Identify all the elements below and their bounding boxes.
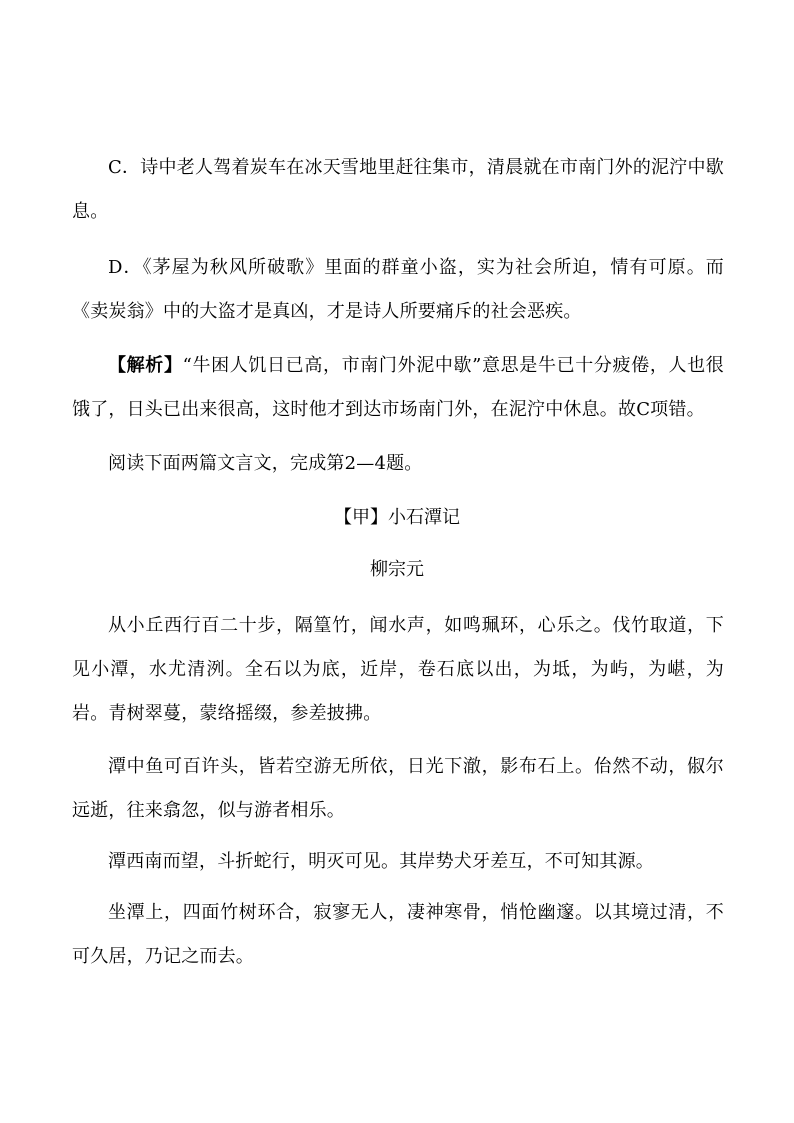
analysis-paragraph [72,344,724,432]
passage-paragraph-3: 潭西南而望，斗折蛇行，明灭可见。其岸势犬牙差互，不可知其源。 [108,851,654,872]
reading-instruction: 阅读下面两篇文言文，完成第2—4题。 [108,453,423,474]
passage-title: 【甲】小石潭记 [334,507,460,528]
option-c: C．诗中老人驾着炭车在冰天雪地里赶往集市，清晨就在市南门外的泥泞中歇息。 [72,157,724,222]
analysis-text: “牛困人饥日已高，市南门外泥中歇”意思是牛已十分疲倦，人也很饿了，日头已出来很高，这时他才到达市场南门外，在泥泞中休息。故C项错。 [72,355,724,420]
option-d: D．《茅屋为秋风所破歌》里面的群童小盗，实为社会所迫，情有可原。而《卖炭翁》中的大盗才是真凶，才是诗人所要痛斥的社会恶疾。 [72,257,724,322]
passage-paragraph-2: 潭中鱼可百许头，皆若空游无所依，日光下澈，影布石上。佁然不动，俶尔远逝，往来翕忽，似与游者相乐。 [72,756,724,821]
passage-paragraph-1: 从小丘西行百二十步，隔篁竹，闻水声，如鸣珮环，心乐之。伐竹取道，下见小潭，水尤清洌。全石以为底，近岸，卷石底以出，为坻，为屿，为嵁，为岩。青树翠蔓，蒙络摇缀，参差披拂。 [72,615,724,724]
passage-author: 柳宗元 [370,559,424,580]
analysis-label: 【解析】 [108,355,183,376]
passage-paragraph-4: 坐潭上，四面竹树环合，寂寥无人，凄神寒骨，悄怆幽邃。以其境过清，不可久居，乃记之而去。 [72,902,724,967]
